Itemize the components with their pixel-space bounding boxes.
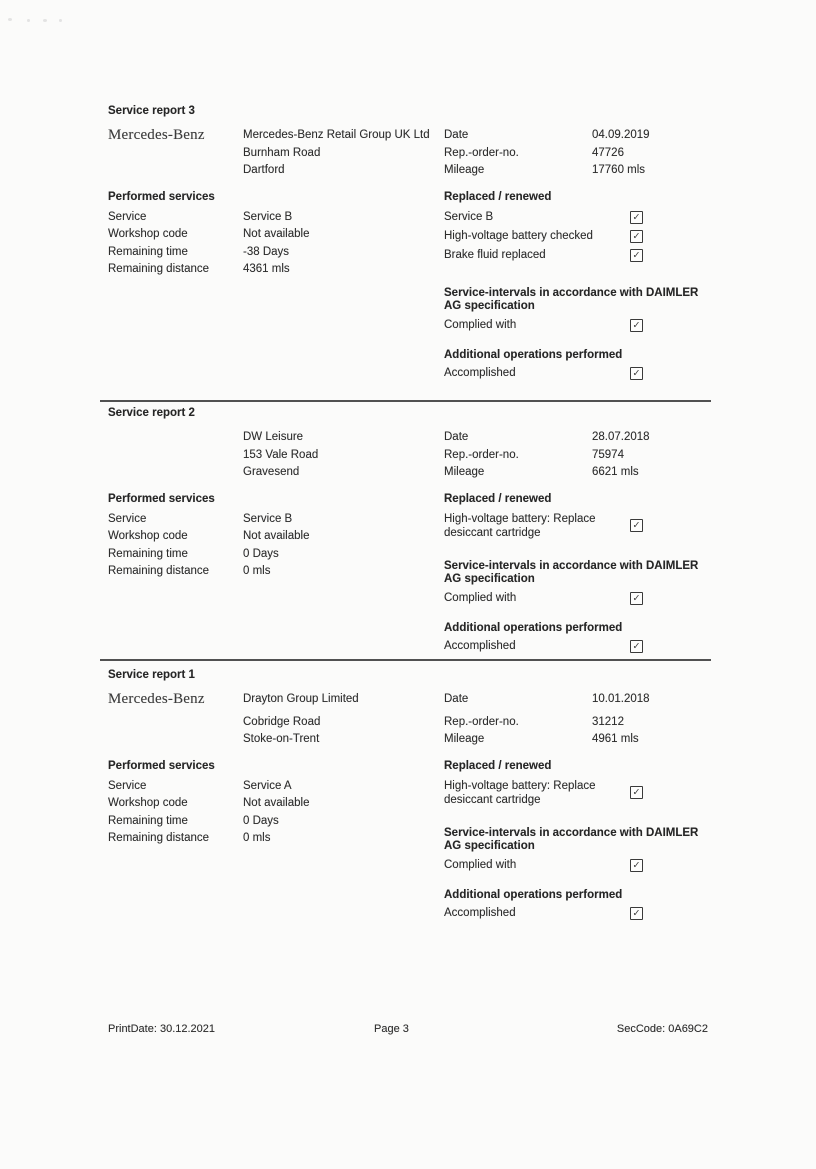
rep-order-label: Rep.-order-no. (444, 448, 519, 461)
report-title: Service report 1 (108, 669, 195, 681)
mileage-value: 17760 mls (592, 164, 646, 176)
service-value: Service B (243, 210, 293, 223)
dealer-address-line: Cobridge Road (243, 715, 321, 728)
report-header-row (108, 430, 712, 448)
accomplished-row (444, 366, 716, 383)
workshop-code-value: Not available (243, 228, 310, 240)
mercedes-benz-logo: Mercedes-Benz (108, 127, 205, 143)
report-title: Service report 2 (108, 407, 195, 419)
checkbox-checked-icon: ✓ (630, 907, 643, 920)
accomplished-label: Accomplished (444, 906, 516, 919)
dealer-address-line: Gravesend (243, 466, 300, 478)
complied-with-label: Complied with (444, 318, 517, 331)
rep-order-label: Rep.-order-no. (444, 715, 519, 728)
replaced-item-label: Brake fluid replaced (444, 248, 546, 261)
report-title: Service report 3 (108, 105, 195, 117)
service-value: Service A (243, 779, 292, 792)
workshop-code-value: Not available (243, 797, 310, 809)
performed-services-block (108, 759, 444, 849)
date-label: Date (444, 693, 469, 705)
report-header-row (108, 163, 712, 181)
remaining-distance-label: Remaining distance (108, 832, 210, 844)
service-report-1-section (108, 668, 712, 923)
service-intervals-heading: Service-intervals in accordance with DAIMLER AG specification (444, 286, 699, 312)
dealer-name: Mercedes-Benz Retail Group UK Ltd (243, 129, 430, 141)
scan-speck (59, 19, 62, 22)
service-intervals-block (444, 827, 716, 875)
workshop-code-value: Not available (243, 530, 310, 542)
replaced-item (444, 512, 716, 540)
additional-operations-heading: Additional operations performed (444, 348, 623, 361)
performed-services-block (108, 190, 444, 280)
additional-operations-block (444, 348, 716, 383)
performed-services-heading: Performed services (108, 190, 215, 203)
replaced-item (444, 210, 716, 229)
checkbox-checked-icon: ✓ (630, 367, 643, 380)
replaced-renewed-heading: Replaced / renewed (444, 492, 552, 505)
remaining-distance-value: 0 mls (243, 832, 271, 844)
rep-order-label: Rep.-order-no. (444, 146, 519, 159)
service-label: Service (108, 512, 147, 525)
remaining-distance-value: 4361 mls (243, 263, 290, 275)
date-value: 04.09.2019 (592, 129, 650, 141)
service-label: Service (108, 210, 147, 223)
report-header-row (108, 692, 712, 715)
replaced-item-label: High-voltage battery: Replace desiccant cartridge (444, 512, 596, 539)
page-footer (108, 1022, 710, 1037)
replaced-item-label: High-voltage battery: Replace desiccant cartridge (444, 779, 596, 806)
performed-services-heading: Performed services (108, 492, 215, 505)
dealer-address-line: Dartford (243, 164, 285, 176)
remaining-distance-label: Remaining distance (108, 263, 210, 275)
service-intervals-block (444, 287, 716, 335)
mileage-label: Mileage (444, 466, 485, 478)
replaced-item-label: High-voltage battery checked (444, 229, 593, 242)
complied-with-label: Complied with (444, 858, 517, 871)
accomplished-row (444, 906, 716, 923)
checkbox-checked-icon: ✓ (630, 211, 643, 224)
mileage-value: 6621 mls (592, 466, 639, 478)
replaced-item (444, 779, 716, 807)
complied-with-row (444, 591, 716, 608)
section-divider (100, 659, 711, 661)
report-header-row (108, 448, 712, 466)
report-header-row (108, 128, 712, 146)
workshop-code-label: Workshop code (108, 228, 188, 240)
mileage-label: Mileage (444, 164, 485, 176)
dealer-address-line: Stoke-on-Trent (243, 733, 320, 745)
performed-services-block (108, 492, 444, 582)
report-header-row (108, 465, 712, 483)
service-intervals-heading: Service-intervals in accordance with DAIMLER AG specification (444, 559, 699, 585)
service-report-3-section (108, 104, 712, 383)
report-header-row (108, 715, 712, 733)
replaced-item-label: Service B (444, 210, 494, 223)
performed-services-heading: Performed services (108, 759, 215, 772)
remaining-time-label: Remaining time (108, 547, 188, 560)
remaining-time-label: Remaining time (108, 245, 188, 258)
replaced-renewed-block (444, 759, 716, 923)
replaced-item (444, 229, 716, 248)
rep-order-value: 47726 (592, 146, 624, 159)
remaining-distance-label: Remaining distance (108, 565, 210, 577)
replaced-renewed-block (444, 190, 716, 383)
date-label: Date (444, 431, 469, 443)
remaining-time-value: 0 Days (243, 814, 279, 827)
replaced-item (444, 248, 716, 267)
dealer-name: Drayton Group Limited (243, 693, 359, 705)
complied-with-row (444, 318, 716, 335)
dealer-address-line: 153 Vale Road (243, 448, 319, 461)
report-header-row (108, 146, 712, 164)
additional-operations-heading: Additional operations performed (444, 888, 623, 901)
dealer-address-line: Burnham Road (243, 146, 321, 159)
workshop-code-label: Workshop code (108, 530, 188, 542)
accomplished-label: Accomplished (444, 366, 516, 379)
replaced-renewed-heading: Replaced / renewed (444, 190, 552, 203)
report-header-row (108, 732, 712, 750)
checkbox-checked-icon: ✓ (630, 249, 643, 262)
additional-operations-heading: Additional operations performed (444, 621, 623, 634)
checkbox-checked-icon: ✓ (630, 592, 643, 605)
service-report-2-section (108, 406, 712, 656)
mileage-label: Mileage (444, 733, 485, 745)
checkbox-checked-icon: ✓ (630, 319, 643, 332)
sec-code: SecCode: 0A69C2 (616, 1023, 708, 1035)
checkbox-checked-icon: ✓ (630, 640, 643, 653)
replaced-renewed-heading: Replaced / renewed (444, 759, 552, 772)
checkbox-checked-icon: ✓ (630, 519, 643, 532)
mercedes-benz-logo: Mercedes-Benz (108, 691, 205, 707)
remaining-distance-value: 0 mls (243, 565, 271, 577)
print-date: PrintDate: 30.12.2021 (108, 1023, 216, 1035)
service-value: Service B (243, 512, 293, 525)
workshop-code-label: Workshop code (108, 797, 188, 809)
complied-with-label: Complied with (444, 591, 517, 604)
date-value: 10.01.2018 (592, 693, 650, 705)
replaced-renewed-block (444, 492, 716, 656)
page-number: Page 3 (374, 1023, 409, 1035)
scan-speck (43, 19, 47, 22)
date-value: 28.07.2018 (592, 431, 650, 443)
scan-speck (27, 19, 30, 22)
rep-order-value: 31212 (592, 715, 624, 728)
rep-order-value: 75974 (592, 448, 624, 461)
checkbox-checked-icon: ✓ (630, 786, 643, 799)
mileage-value: 4961 mls (592, 733, 639, 745)
checkbox-checked-icon: ✓ (630, 230, 643, 243)
dealer-name: DW Leisure (243, 431, 304, 443)
service-intervals-heading: Service-intervals in accordance with DAIMLER AG specification (444, 826, 699, 852)
date-label: Date (444, 129, 469, 141)
accomplished-label: Accomplished (444, 639, 516, 652)
scan-speck (8, 18, 12, 21)
additional-operations-block (444, 888, 716, 923)
section-divider (100, 400, 711, 402)
service-label: Service (108, 779, 147, 792)
checkbox-checked-icon: ✓ (630, 859, 643, 872)
accomplished-row (444, 639, 716, 656)
remaining-time-label: Remaining time (108, 814, 188, 827)
additional-operations-block (444, 621, 716, 656)
complied-with-row (444, 858, 716, 875)
service-intervals-block (444, 560, 716, 608)
remaining-time-value: 0 Days (243, 547, 279, 560)
remaining-time-value: -38 Days (243, 245, 290, 258)
